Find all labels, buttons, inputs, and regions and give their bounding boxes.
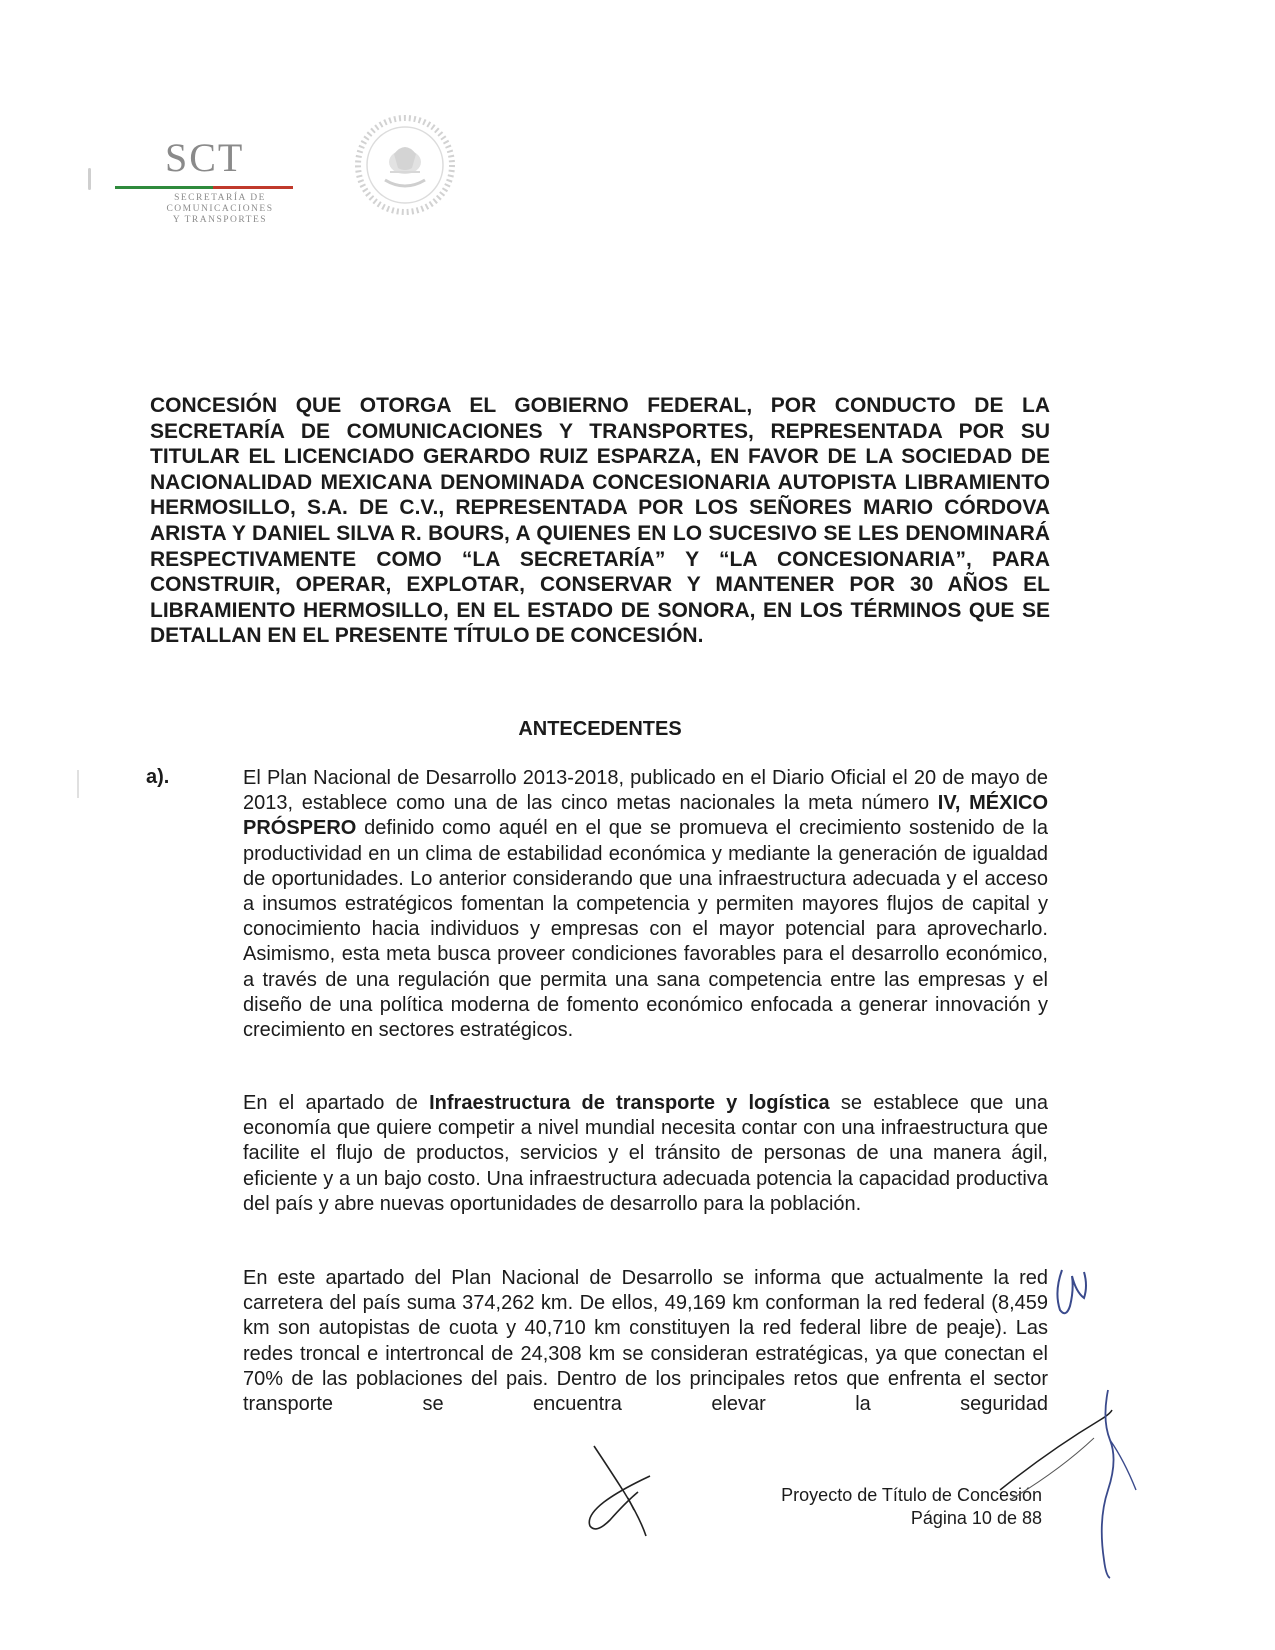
sct-logo [115, 135, 305, 230]
scan-mark [88, 168, 91, 190]
scan-mark [77, 770, 79, 798]
concession-title: CONCESIÓN QUE OTORGA EL GOBIERNO FEDERAL, POR CONDUCTO DE LA SECRETARÍA DE COMUNICACIONES Y TRANSPORTES, REPRESENTADA POR SU TITULAR EL LICENCIADO GERARDO RUIZ ESPARZA, EN FAVOR DE LA SOCIEDAD DE NACIONALIDAD MEXICANA DENOMINADA CONCESIONARIA AUTOPISTA LIBRAMIENTO HERMOSILLO, S.A. DE C.V., REPRESENTADA POR LOS SEÑORES MARIO CÓRDOVA ARISTA Y DANIEL SILVA R. BOURS, A QUIENES EN LO SUCESIVO SE LES DENOMINARÁ RESPECTIVAMENTE COMO “LA SECRETARÍA” Y “LA CONCESIONARIA”, PARA CONSTRUIR, OPERAR, EXPLOTAR, CONSERVAR Y MANTENER POR 30 AÑOS EL LIBRAMIENTO HERMOSILLO, EN EL ESTADO DE SONORA, EN LOS TÉRMINOS QUE SE DETALLAN EN EL PRESENTE TÍTULO DE CONCESIÓN. [150, 394, 1050, 648]
item-label: a). [146, 766, 170, 788]
sct-logo-letters: SCT [165, 135, 245, 180]
coat-of-arms-seal-icon [350, 110, 460, 220]
paragraph-3: En este apartado del Plan Nacional de Desarrollo se informa que actualmente la red carretera del país suma 374,262 km. De ellos, 49,169 km conforman la red federal (8,459 km son autopistas de cuota y 40,710 km constituyen la red federal libre de peaje). Las redes troncal e intertroncal de 24,308 km se consideran estratégicas, ya que conectan el 70% de las poblaciones del pais. Dentro de los principales retos que enfrenta el sector transporte se encuentra elevar la seguridad [243, 1267, 1048, 1416]
handwritten-initial [1050, 1262, 1100, 1322]
paragraph-1: El Plan Nacional de Desarrollo 2013-2018, publicado en el Diario Oficial el 20 de mayo de 2013, establece como una de las cinco metas nacionales la meta número IV, MÉXICO PRÓSPERO definido como aquél en el que se promueva el crecimiento sostenido de la productividad en un clima de estabilidad económica y mediante la generación de igualdad de oportunidades. Lo anterior considerando que una infraestructura adecuada y el acceso a insumos estratégicos fomentan la competencia y permiten mayores flujos de capital y conocimiento hacia individuos y empresas con el mayor potencial para aprovecharlo. Asimismo, esta meta busca proveer condiciones favorables para el desarrollo económico, a través de una regulación que permita una sana competencia entre las empresas y el diseño de una política moderna de fomento económico enfocada a generar innovación y crecimiento en sectores estratégicos. [243, 767, 1048, 1042]
sct-logo-subtitle: SECRETARÍA DE COMUNICACIONES Y TRANSPORTES [166, 193, 274, 225]
footer-page-number: Página 10 de 88 [910, 1508, 1042, 1528]
emphasis: IV, MÉXICO PRÓSPERO [243, 792, 1048, 840]
logo-green-bar [115, 186, 213, 189]
footer-document-title: Proyecto de Título de Concesión [781, 1485, 1042, 1505]
logo-red-bar [213, 186, 293, 189]
handwritten-signature [990, 1380, 1140, 1580]
section-heading: ANTECEDENTES [518, 718, 682, 740]
emphasis: Infraestructura de transporte y logística [429, 1092, 830, 1114]
paragraph-2: En el apartado de Infraestructura de transporte y logística se establece que una economía que quiere competir a nivel mundial necesita contar con una infraestructura que facilite el flujo de productos, servicios y el tránsito de personas de una manera ágil, eficiente y a un bajo costo. Una infraestructura adecuada potencia la capacidad productiva del país y abre nuevas oportunidades de desarrollo para la población. [243, 1092, 1048, 1215]
handwritten-signature [580, 1440, 670, 1540]
